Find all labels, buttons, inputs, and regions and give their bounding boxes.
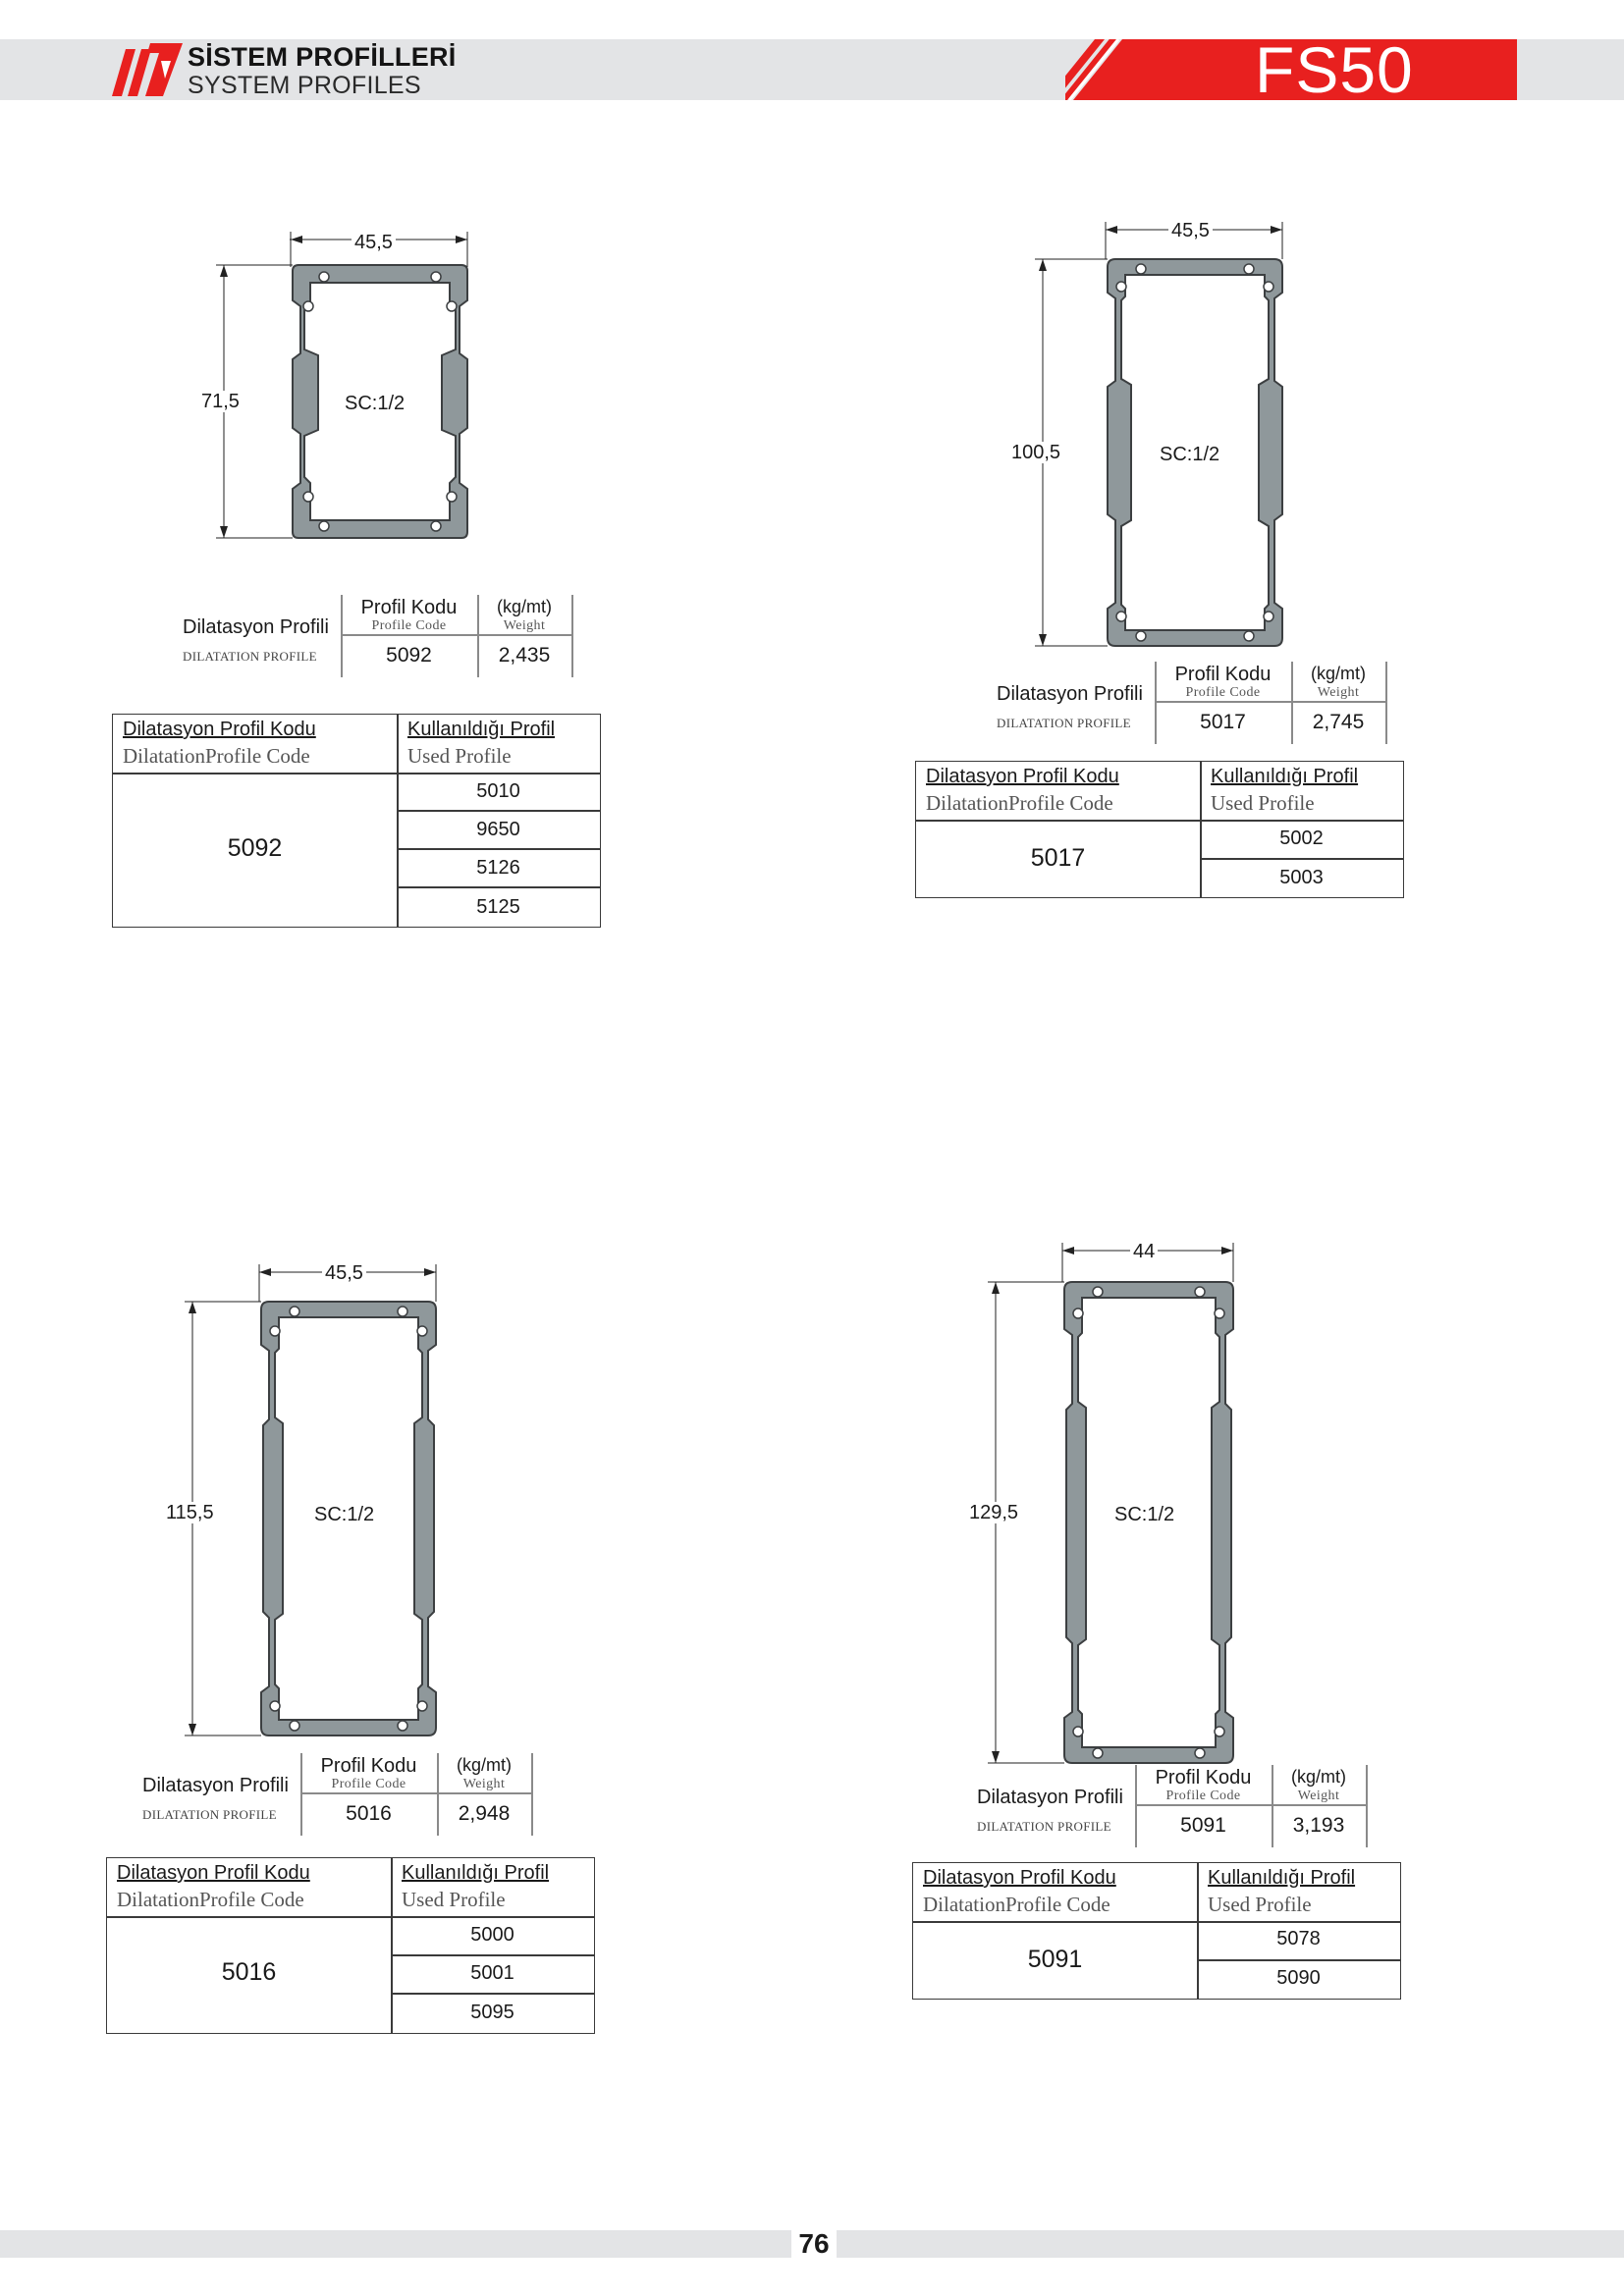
dilatation-label: Dilatasyon Profili	[997, 683, 1143, 705]
weight-unit: (kg/mt)	[1311, 664, 1366, 683]
used-profile: 5095	[470, 2002, 514, 2023]
dil-code-value: 5017	[1030, 844, 1086, 872]
used-profile: 5125	[476, 896, 520, 918]
width-dimension: 45,5	[352, 232, 396, 253]
scale-label: SC:1/2	[1114, 1504, 1175, 1525]
dil-code-value: 5016	[221, 1958, 277, 1986]
usage-table-5017	[915, 761, 1404, 898]
used-profile: 5126	[476, 857, 520, 879]
used-profile: 5002	[1279, 828, 1324, 849]
usage-table-5091	[912, 1862, 1401, 2000]
width-dimension: 45,5	[322, 1262, 366, 1284]
weight-value: 2,948	[458, 1802, 511, 1825]
used-profile: 5090	[1276, 1967, 1321, 1989]
profile-code-header: Profil Kodu	[320, 1755, 417, 1777]
brand-subtitle: SYSTEM PROFILES	[188, 72, 421, 99]
weight-value: 2,745	[1312, 711, 1365, 733]
dilatation-label-en: DILATATION PROFILE	[997, 716, 1131, 730]
weight-header: Weight	[1317, 685, 1360, 700]
usage-table-5016	[106, 1857, 595, 2034]
company-logo	[110, 39, 185, 98]
used-profile: 9650	[476, 819, 520, 840]
dilatation-label: Dilatasyon Profili	[977, 1787, 1123, 1808]
weight-unit: (kg/mt)	[497, 597, 552, 616]
used-profile: 5010	[476, 780, 520, 802]
used-header-en: Used Profile	[402, 1888, 506, 1911]
used-header: Kullanıldığı Profil	[402, 1862, 550, 1884]
width-dimension: 44	[1130, 1241, 1158, 1262]
weight-header: Weight	[1297, 1789, 1340, 1803]
profile-code-header: Profil Kodu	[360, 597, 458, 618]
used-profile: 5000	[470, 1924, 514, 1946]
profile-code-value: 5092	[386, 644, 432, 667]
profile-code-header-en: Profile Code	[371, 618, 447, 633]
used-header: Kullanıldığı Profil	[1208, 1867, 1356, 1889]
used-header-en: Used Profile	[1208, 1893, 1312, 1916]
profile-drawing-5017	[1021, 214, 1316, 656]
profile-code-header-en: Profile Code	[1165, 1789, 1241, 1803]
profile-code-value: 5016	[346, 1802, 392, 1825]
dil-code-value: 5092	[227, 834, 283, 862]
dilatation-label: Dilatasyon Profili	[142, 1775, 289, 1796]
profile-code-header-en: Profile Code	[1185, 685, 1261, 700]
weight-value: 3,193	[1292, 1814, 1345, 1837]
height-dimension: 129,5	[966, 1502, 1021, 1523]
dilatation-label: Dilatasyon Profili	[183, 616, 329, 638]
dilatation-label-en: DILATATION PROFILE	[142, 1807, 277, 1822]
used-profile: 5001	[470, 1962, 514, 1984]
dil-code-header-en: DilatationProfile Code	[926, 791, 1113, 815]
profile-code-value: 5091	[1180, 1814, 1226, 1837]
dil-code-header-en: DilatationProfile Code	[923, 1893, 1110, 1916]
series-code: FS50	[1255, 33, 1414, 106]
weight-table-5092	[181, 595, 573, 677]
dil-code-header: Dilatasyon Profil Kodu	[123, 719, 316, 740]
brand-title: SİSTEM PROFİLLERİ	[188, 42, 457, 72]
dilatation-label-en: DILATATION PROFILE	[183, 649, 317, 664]
width-dimension: 45,5	[1168, 220, 1213, 241]
profile-drawing-5016	[177, 1256, 471, 1747]
weight-table-5091	[975, 1765, 1368, 1847]
scale-label: SC:1/2	[314, 1504, 375, 1525]
weight-header: Weight	[462, 1777, 506, 1791]
used-profile: 5078	[1276, 1928, 1321, 1949]
profile-code-header: Profil Kodu	[1155, 1767, 1252, 1789]
used-header-en: Used Profile	[1211, 791, 1315, 815]
profile-code-header-en: Profile Code	[331, 1777, 406, 1791]
dil-code-header: Dilatasyon Profil Kodu	[117, 1862, 310, 1884]
weight-unit: (kg/mt)	[1291, 1767, 1346, 1787]
weight-header: Weight	[503, 618, 546, 633]
weight-unit: (kg/mt)	[457, 1755, 512, 1775]
used-header: Kullanıldığı Profil	[407, 719, 556, 740]
weight-table-5016	[140, 1753, 533, 1836]
height-dimension: 115,5	[163, 1502, 217, 1523]
page-number: 76	[798, 2228, 830, 2259]
dil-code-header: Dilatasyon Profil Kodu	[923, 1867, 1116, 1889]
profile-code-value: 5017	[1200, 711, 1246, 733]
dil-code-value: 5091	[1027, 1946, 1083, 1973]
height-dimension: 71,5	[198, 391, 243, 412]
dil-code-header-en: DilatationProfile Code	[123, 744, 310, 768]
used-header: Kullanıldığı Profil	[1211, 766, 1359, 787]
dil-code-header-en: DilatationProfile Code	[117, 1888, 304, 1911]
weight-value: 2,435	[498, 644, 551, 667]
scale-label: SC:1/2	[345, 393, 406, 414]
used-profile: 5003	[1279, 867, 1324, 888]
scale-label: SC:1/2	[1160, 444, 1220, 465]
profile-code-header: Profil Kodu	[1174, 664, 1272, 685]
dilatation-label-en: DILATATION PROFILE	[977, 1819, 1111, 1834]
dil-code-header: Dilatasyon Profil Kodu	[926, 766, 1119, 787]
weight-table-5017	[995, 662, 1387, 744]
used-header-en: Used Profile	[407, 744, 512, 768]
usage-table-5092	[112, 714, 601, 928]
height-dimension: 100,5	[1008, 442, 1063, 463]
